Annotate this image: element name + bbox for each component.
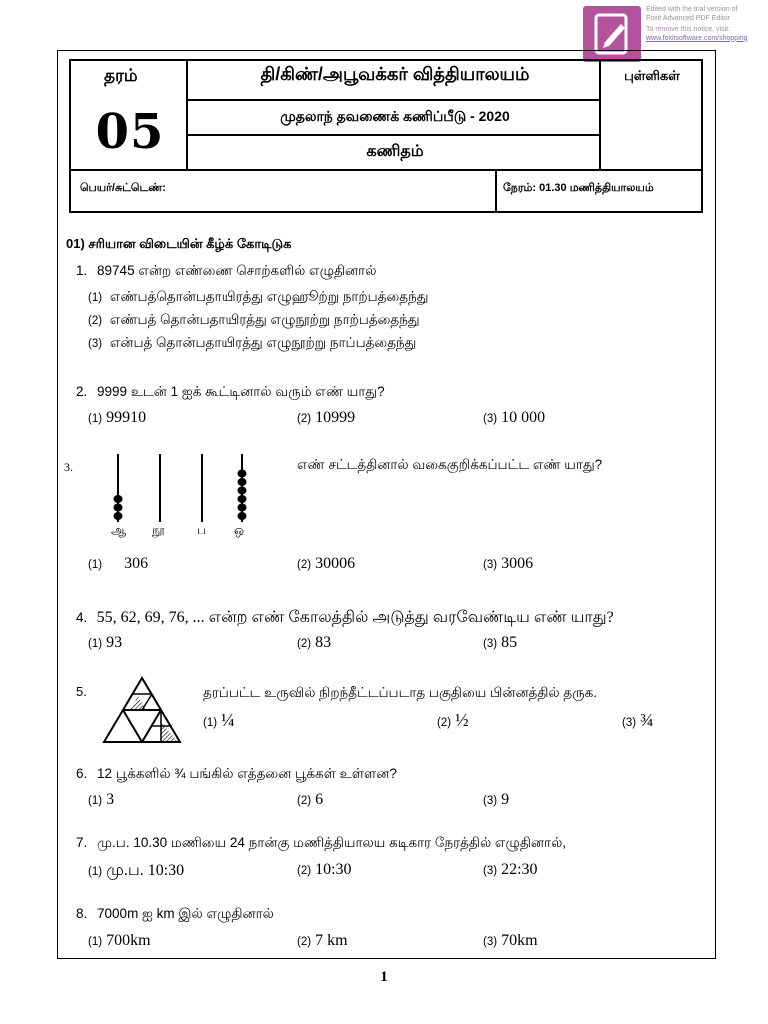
- option-6-1[interactable]: (1) 3: [88, 791, 115, 808]
- divider: [186, 99, 601, 101]
- foxit-shop-link[interactable]: www.foxitsoftware.com/shopping: [646, 34, 748, 42]
- school-name: தி/கிண்/அபூவக்கர் வித்தியாலயம்: [260, 64, 530, 84]
- question-text: தரப்பட்ட உருவில் நிறந்தீட்டப்படாத பகுதியை பின்னத்தில் தருக.: [203, 685, 598, 700]
- question-number: 2.: [76, 384, 88, 399]
- option-7-3[interactable]: (3) 22:30: [483, 861, 538, 878]
- page-number: 1: [380, 969, 388, 985]
- abacus-bead: [238, 504, 247, 512]
- question-text: 9999 உடன் 1 ஐக் கூட்டினால் வரும் எண் யாது?: [97, 384, 385, 399]
- abacus-bead: [238, 478, 247, 486]
- abacus-bead: [238, 512, 247, 520]
- question-number: 8.: [76, 906, 88, 921]
- question-text: 55, 62, 69, 76, ... என்ற எண் கோலத்தில் அடுத்து வரவேண்டிய எண் யாது?: [96, 609, 614, 626]
- abacus-bead: [238, 470, 247, 478]
- option-2-3[interactable]: (3) 10 000: [483, 409, 546, 426]
- question-1: [76, 263, 376, 281]
- option-4-3[interactable]: (3) 85: [483, 634, 518, 651]
- question-number: 6.: [76, 766, 88, 781]
- option-6-2[interactable]: (2) 6: [297, 791, 324, 808]
- question-text: 89745 என்ற எண்ணை சொற்களில் எழுதினால்: [97, 263, 377, 278]
- option-1-2[interactable]: (2) எண்பத் தொன்பதாயிரத்து எழுநூற்று நாற்பத்தைந்து: [88, 312, 420, 327]
- marks-label: புள்ளிகள்: [624, 68, 680, 83]
- question-number: 1.: [76, 263, 88, 278]
- divider: [186, 134, 601, 136]
- abacus-bead: [114, 512, 123, 520]
- triangle-figure: [100, 676, 184, 746]
- question-number: 7.: [76, 835, 88, 850]
- option-8-1[interactable]: (1) 700km: [88, 932, 151, 949]
- exam-title: முதலாந் தவணைக் கணிப்பீடு - 2020: [280, 108, 510, 124]
- option-8-3[interactable]: (3) 70km: [483, 932, 538, 949]
- grade-label: தரம்: [104, 66, 138, 85]
- question-text: 7000m ஐ km இல் எழுதினால்: [97, 906, 274, 921]
- grade-number: 05: [95, 104, 165, 160]
- abacus-label: ப: [197, 523, 206, 537]
- option-7-1[interactable]: (1) மு.ப. 10:30: [88, 862, 185, 879]
- option-2-1[interactable]: (1) 99910: [88, 409, 147, 426]
- question-text: எண் சட்டத்தினால் வகைகுறிக்கப்பட்ட எண் யாது?: [297, 457, 603, 472]
- question-text: மு.ப. 10.30 மணியை 24 நான்கு மணித்தியாலய கடிகார நேரத்தில் எழுதினால்,: [97, 835, 567, 850]
- option-5-1[interactable]: (1) ¼: [203, 710, 235, 730]
- option-5-3[interactable]: (3) ¾: [622, 710, 654, 730]
- option-3-1[interactable]: (1) 306: [88, 555, 149, 572]
- abacus-bead: [114, 504, 123, 512]
- option-6-3[interactable]: (3) 9: [483, 791, 510, 808]
- option-4-2[interactable]: (2) 83: [297, 634, 332, 651]
- abacus-label: ஒ: [234, 523, 245, 537]
- divider: [495, 169, 497, 213]
- time-label: நேரம்: 01.30 மணித்தியாலயம்: [503, 182, 654, 194]
- abacus-figure: [100, 450, 260, 522]
- option-5-2[interactable]: (2) ½: [437, 710, 469, 730]
- option-8-2[interactable]: (2) 7 km: [297, 932, 348, 949]
- option-1-3[interactable]: (3) என்பத் தொன்பதாயிரத்து எழுநூற்று நாப்பத்தைந்து: [88, 335, 417, 350]
- question-text: 12 பூக்களில் ¾ பங்கில் எத்தனை பூக்கள் உள்ளன?: [97, 766, 397, 781]
- question-7: [76, 835, 566, 853]
- section-title: 01) சரியான விடையின் கீழ்க் கோடிடுக: [66, 236, 292, 251]
- option-4-1[interactable]: (1) 93: [88, 634, 123, 651]
- trial-watermark-text: Edited with the trial version of Foxit Advanced PDF Editor To remove this notice, visit: www.foxitsoftware.com/shopping: [646, 6, 766, 43]
- option-1-1[interactable]: (1) எண்பத்தொன்பதாயிரத்து எழுஹூற்று நாற்பத்தைந்து: [88, 289, 429, 304]
- option-7-2[interactable]: (2) 10:30: [297, 861, 352, 878]
- subject-title: கணிதம்: [366, 143, 424, 160]
- question-6: [76, 766, 397, 784]
- abacus-bead: [238, 487, 247, 495]
- question-number: 5.: [76, 684, 87, 699]
- question-8: [76, 906, 274, 924]
- option-2-2[interactable]: (2) 10999: [297, 409, 356, 426]
- option-3-3[interactable]: (3) 3006: [483, 555, 534, 572]
- divider: [186, 59, 188, 170]
- abacus-bead: [114, 495, 123, 503]
- divider: [69, 169, 703, 171]
- question-4: [76, 608, 614, 628]
- question-number: 3.: [64, 460, 73, 474]
- question-2: [76, 384, 385, 402]
- option-3-2[interactable]: (2) 30006: [297, 555, 356, 572]
- abacus-bead: [238, 495, 247, 503]
- question-number: 4.: [76, 610, 88, 625]
- abacus-label: ஆ: [111, 523, 127, 537]
- abacus-label: நூ: [152, 523, 165, 537]
- name-field-label: பெயர்/சுட்டெண்:: [80, 182, 166, 194]
